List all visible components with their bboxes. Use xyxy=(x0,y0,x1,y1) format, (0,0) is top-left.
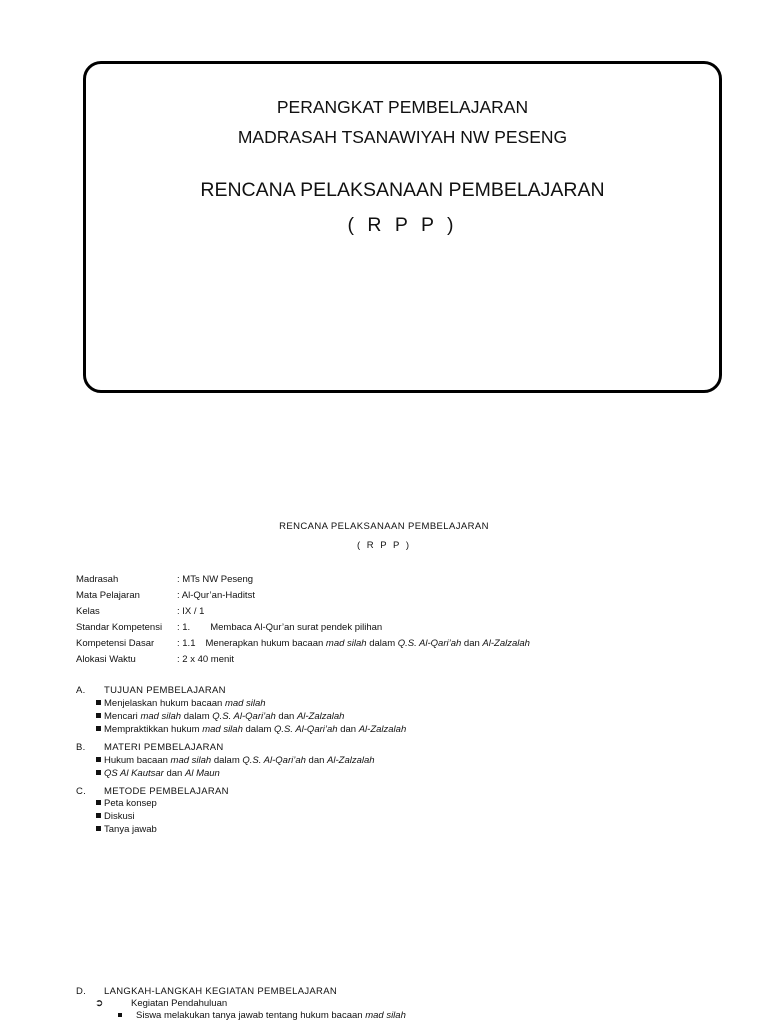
square-bullet-icon xyxy=(96,813,101,818)
item-text: dalam xyxy=(242,724,275,735)
item-term: Al-Zalzalah xyxy=(296,711,345,722)
square-bullet-icon xyxy=(96,826,101,831)
info-label: Mata Pelajaran xyxy=(76,590,140,601)
kd-term: Q.S. Al-Qari’ah xyxy=(397,638,462,649)
item-text: dan xyxy=(275,711,297,722)
item-term: Al-Zalzalah xyxy=(327,755,375,766)
kd-text: Menerapkan hukum bacaan xyxy=(205,638,326,649)
cover-title-line-4: ( R P P ) xyxy=(347,214,458,236)
item-term: QS Al Kautsar xyxy=(104,768,164,779)
item-text: dan xyxy=(163,768,185,779)
section-title: METODE PEMBELAJARAN xyxy=(104,786,229,797)
kd-term: mad silah xyxy=(325,638,367,649)
square-bullet-icon xyxy=(96,770,101,775)
cover-title-line-3: RENCANA PELAKSANAAN PEMBELAJARAN xyxy=(200,179,605,201)
item-text: Hukum bacaan xyxy=(104,755,171,766)
item-text: dalam xyxy=(211,755,243,766)
list-item xyxy=(96,724,406,735)
sk-number: : 1. xyxy=(177,622,191,633)
list-item xyxy=(118,1010,406,1021)
list-item xyxy=(96,755,375,766)
item-text: Tanya jawab xyxy=(104,824,157,835)
section-letter: D. xyxy=(76,986,87,997)
info-value xyxy=(177,622,382,633)
cover-box xyxy=(83,61,722,393)
info-label: Standar Kompetensi xyxy=(76,622,163,633)
section-title: LANGKAH-LANGKAH KEGIATAN PEMBELAJARAN xyxy=(104,986,337,997)
kd-number: : 1.1 xyxy=(177,638,196,649)
item-text: dan xyxy=(337,724,359,735)
square-bullet-icon xyxy=(96,700,101,705)
item-term: Al-Zalzalah xyxy=(358,724,407,735)
item-term: Q.S. Al-Qari’ah xyxy=(242,755,306,766)
square-bullet-icon xyxy=(96,713,101,718)
item-text: Kegiatan Pendahuluan xyxy=(131,998,228,1009)
info-value: : 2 x 40 menit xyxy=(177,654,235,665)
item-text: dalam xyxy=(181,711,213,722)
item-text: dan xyxy=(305,755,328,766)
info-value: : MTs NW Peseng xyxy=(177,574,254,585)
item-term: mad silah xyxy=(202,724,243,735)
section-title: MATERI PEMBELAJARAN xyxy=(104,742,224,753)
list-item xyxy=(96,698,266,709)
item-text: Menjelaskan hukum bacaan xyxy=(104,698,225,709)
list-item xyxy=(96,811,135,822)
document-title: RENCANA PELAKSANAAN PEMBELAJARAN xyxy=(279,521,489,532)
item-text: Diskusi xyxy=(104,811,135,822)
item-term: mad silah xyxy=(365,1010,406,1021)
info-value: : Al-Qur’an-Haditst xyxy=(177,590,255,601)
square-bullet-icon xyxy=(118,1013,122,1017)
info-value xyxy=(177,638,530,649)
item-text: Siswa melakukan tanya jawab tentang hukum bacaan xyxy=(136,1010,366,1021)
list-item xyxy=(96,798,157,809)
info-label: Alokasi Waktu xyxy=(76,654,136,665)
list-item xyxy=(96,768,220,779)
item-text: Mencari xyxy=(104,711,141,722)
info-label: Kompetensi Dasar xyxy=(76,638,155,649)
kd-text: dan xyxy=(461,638,483,649)
section-title: TUJUAN PEMBELAJARAN xyxy=(104,685,226,696)
item-term: Al Maun xyxy=(184,768,220,779)
section-letter: A. xyxy=(76,685,86,696)
item-term: Q.S. Al-Qari’ah xyxy=(274,724,338,735)
item-term: mad silah xyxy=(170,755,212,766)
kd-term: Al-Zalzalah xyxy=(482,638,530,649)
info-label: Madrasah xyxy=(76,574,119,585)
cover-title-line-1: PERANGKAT PEMBELAJARAN xyxy=(276,97,529,117)
list-item xyxy=(96,711,344,722)
square-bullet-icon xyxy=(96,757,101,762)
section-letter: C. xyxy=(76,786,87,797)
sk-text: Membaca Al-Qur’an surat pendek pilihan xyxy=(210,622,383,633)
item-text: Peta konsep xyxy=(104,798,157,809)
info-value: : IX / 1 xyxy=(177,606,205,617)
cover-title-line-2: MADRASAH TSANAWIYAH NW PESENG xyxy=(237,127,568,147)
item-term: mad silah xyxy=(224,698,266,709)
item-term: mad silah xyxy=(140,711,182,722)
square-bullet-icon xyxy=(96,726,101,731)
item-text: Mempraktikkan hukum xyxy=(104,724,203,735)
list-item xyxy=(96,824,157,835)
section-letter: B. xyxy=(76,742,86,753)
item-term: Q.S. Al-Qari’ah xyxy=(212,711,276,722)
kd-text: dalam xyxy=(366,638,398,649)
info-label: Kelas xyxy=(76,606,100,617)
square-bullet-icon xyxy=(96,800,101,805)
arrow-bullet-icon: ➲ xyxy=(95,998,104,1009)
document-subtitle: ( R P P ) xyxy=(356,540,412,551)
